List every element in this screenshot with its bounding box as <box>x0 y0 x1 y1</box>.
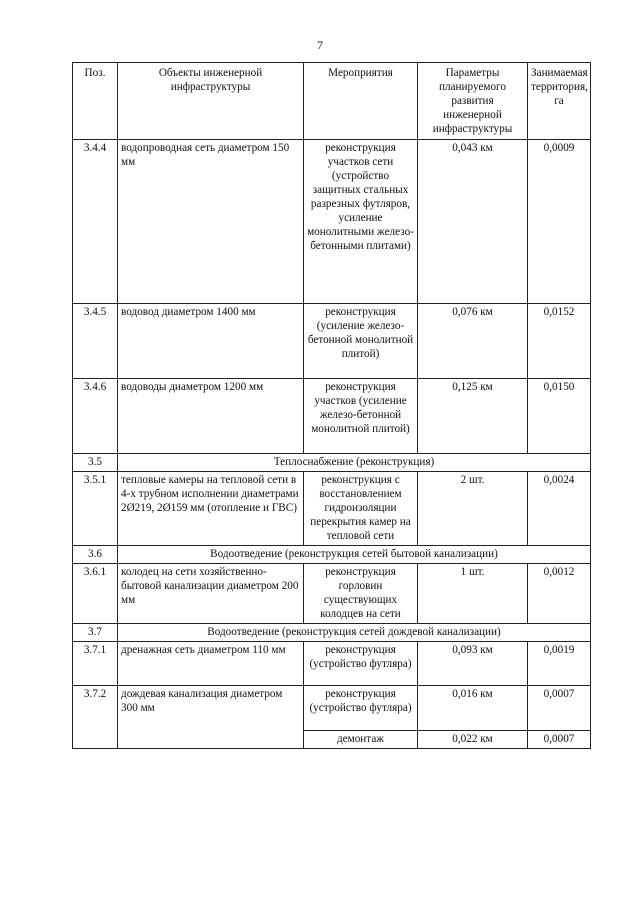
row-param: 1 шт. <box>418 564 528 624</box>
infrastructure-table <box>72 62 591 749</box>
section-title: Водоотведение (реконструкция сетей бытовой канализации) <box>118 546 591 564</box>
row-pos: 3.7.1 <box>73 642 118 686</box>
row-object: водопроводная сеть диаметром 150 мм <box>118 140 304 304</box>
row-pos: 3.5.1 <box>73 472 118 546</box>
table-row <box>73 379 591 454</box>
section-pos: 3.6 <box>73 546 118 564</box>
row-object: водоводы диаметром 1200 мм <box>118 379 304 454</box>
section-row-sewage <box>73 546 591 564</box>
row-measure: демонтаж <box>304 731 418 749</box>
row-area: 0,0007 <box>528 731 591 749</box>
row-area: 0,0024 <box>528 472 591 546</box>
section-pos: 3.7 <box>73 624 118 642</box>
page-number: 7 <box>317 38 323 52</box>
row-measure: реконструкция с восстановлением гидроизоляции перекрытия камер на тепловой сети <box>304 472 418 546</box>
row-object: дождевая канализация диаметром 300 мм <box>118 686 304 749</box>
header-area: Занимаемая территория, га <box>528 63 591 140</box>
row-object: дренажная сеть диаметром 110 мм <box>118 642 304 686</box>
row-measure: реконструкция участков сети (устройство защитных стальных разрезных футляров, усиление монолитными железо-бетонными плитами) <box>304 140 418 304</box>
row-area: 0,0019 <box>528 642 591 686</box>
header-objects: Объекты инженерной инфраструктуры <box>118 63 304 140</box>
section-row-storm <box>73 624 591 642</box>
row-pos: 3.7.2 <box>73 686 118 749</box>
table-row <box>73 686 591 731</box>
table-row <box>73 642 591 686</box>
section-title: Теплоснабжение (реконструкция) <box>118 454 591 472</box>
header-measures: Мероприятия <box>304 63 418 140</box>
row-param: 0,125 км <box>418 379 528 454</box>
row-area: 0,0009 <box>528 140 591 304</box>
row-area: 0,0150 <box>528 379 591 454</box>
row-area: 0,0012 <box>528 564 591 624</box>
row-pos: 3.4.5 <box>73 304 118 379</box>
section-row-heat <box>73 454 591 472</box>
row-param: 0,043 км <box>418 140 528 304</box>
table-row <box>73 304 591 379</box>
section-title: Водоотведение (реконструкция сетей дождевой канализации) <box>118 624 591 642</box>
table-row <box>73 564 591 624</box>
section-pos: 3.5 <box>73 454 118 472</box>
row-object: колодец на сети хозяйственно-бытовой канализации диаметром 200 мм <box>118 564 304 624</box>
row-param: 0,022 км <box>418 731 528 749</box>
row-measure: реконструкция горловин существующих колодцев на сети <box>304 564 418 624</box>
row-measure: реконструкция участков (усиление железо-бетонной монолитной плитой) <box>304 379 418 454</box>
row-param: 0,093 км <box>418 642 528 686</box>
table-header-row <box>73 63 591 140</box>
row-param: 0,016 км <box>418 686 528 731</box>
row-area: 0,0007 <box>528 686 591 731</box>
header-pos: Поз. <box>73 63 118 140</box>
row-object: водовод диаметром 1400 мм <box>118 304 304 379</box>
row-param: 0,076 км <box>418 304 528 379</box>
row-pos: 3.6.1 <box>73 564 118 624</box>
row-object: тепловые камеры на тепловой сети в 4-х трубном исполнении диаметрами 2Ø219, 2Ø159 мм (отопление и ГВС) <box>118 472 304 546</box>
row-area: 0,0152 <box>528 304 591 379</box>
table-row <box>73 472 591 546</box>
table-row <box>73 140 591 304</box>
row-param: 2 шт. <box>418 472 528 546</box>
row-measure: реконструкция (устройство футляра) <box>304 686 418 731</box>
row-measure: реконструкция (усиление железо-бетонной монолитной плитой) <box>304 304 418 379</box>
header-params: Параметры планируемого развития инженерной инфраструктуры <box>418 63 528 140</box>
row-pos: 3.4.6 <box>73 379 118 454</box>
row-measure: реконструкция (устройство футляра) <box>304 642 418 686</box>
row-pos: 3.4.4 <box>73 140 118 304</box>
